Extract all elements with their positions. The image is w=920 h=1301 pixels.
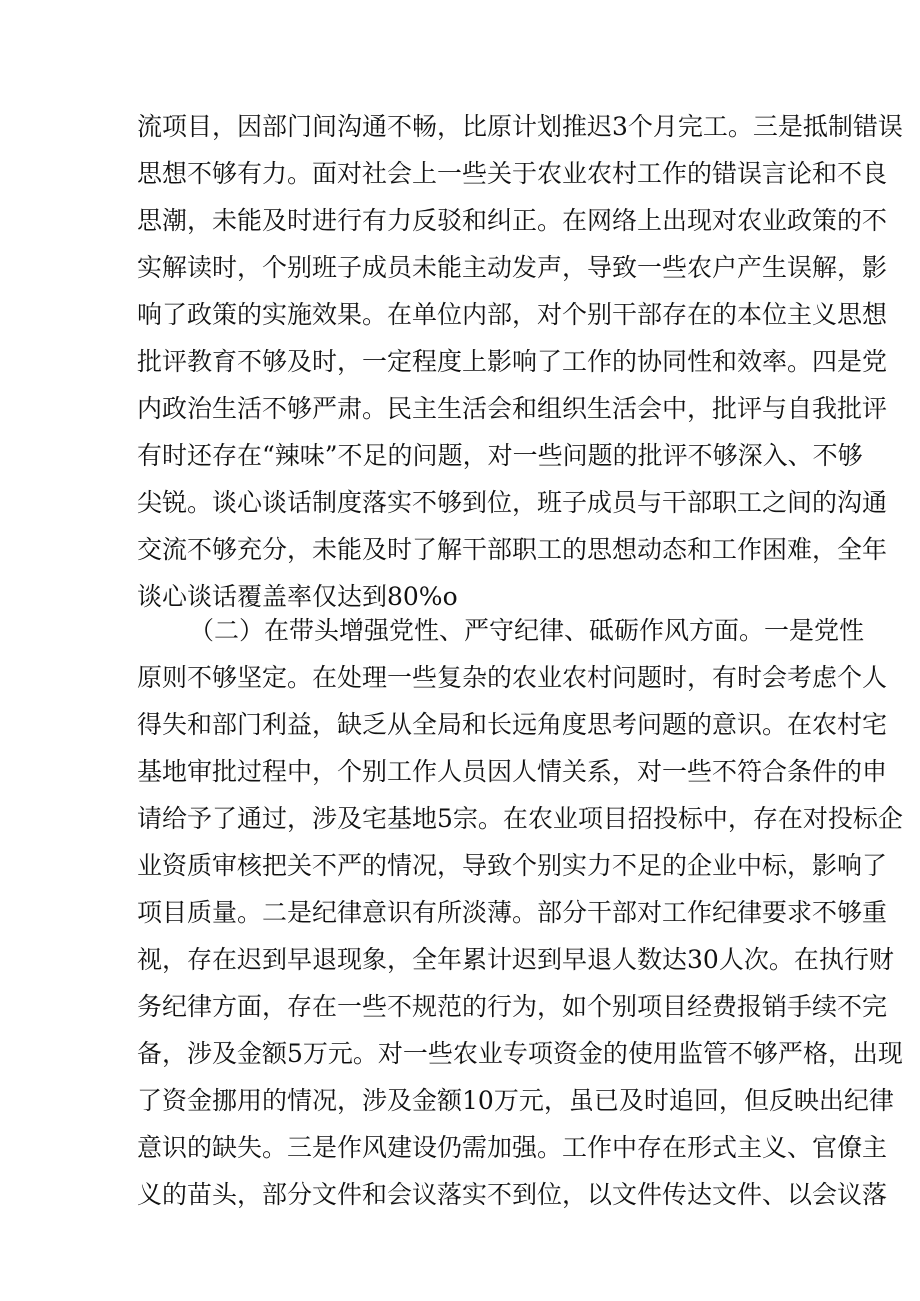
paragraph-line: 业资质审核把关不严的情况，导致个别实力不足的企业中标，影响了 <box>137 851 888 880</box>
paragraph-line: 请给予了通过，涉及宅基地5宗。在农业项目招投标中，存在对投标企 <box>137 804 903 833</box>
paragraph-line: 内政治生活不够严肃。民主生活会和组织生活会中，批评与自我批评 <box>137 394 888 423</box>
paragraph-line: 实解读时，个别班子成员未能主动发声，导致一些农户产生误解，影 <box>137 253 888 282</box>
paragraph-line: （二）在带头增强党性、严守纪律、砥砺作风方面。一是党性 <box>189 616 865 645</box>
paragraph-line: 交流不够充分，未能及时了解干部职工的思想动态和工作困难，全年 <box>137 535 888 564</box>
paragraph-line: 思想不够有力。面对社会上一些关于农业农村工作的错误言论和不良 <box>137 159 888 188</box>
paragraph-line: 尖锐。谈心谈话制度落实不够到位，班子成员与干部职工之间的沟通 <box>137 488 888 517</box>
paragraph-line: 务纪律方面，存在一些不规范的行为，如个别项目经费报销手续不完 <box>137 992 888 1021</box>
paragraph-line: 批评教育不够及时，一定程度上影响了工作的协同性和效率。四是党 <box>137 347 888 376</box>
paragraph-line: 意识的缺失。三是作风建设仍需加强。工作中存在形式主义、官僚主 <box>137 1133 888 1162</box>
paragraph-line: 原则不够坚定。在处理一些复杂的农业农村问题时，有时会考虑个人 <box>137 663 888 692</box>
paragraph-1 <box>137 103 903 620</box>
paragraph-line: 谈心谈话覆盖率仅达到80%o <box>137 582 458 611</box>
paragraph-line: 思潮，未能及时进行有力反驳和纠正。在网络上出现对农业政策的不 <box>137 206 888 235</box>
paragraph-line: 项目质量。二是纪律意识有所淡薄。部分干部对工作纪律要求不够重 <box>137 898 888 927</box>
paragraph-line: 响了政策的实施效果。在单位内部，对个别干部存在的本位主义思想 <box>137 300 888 329</box>
paragraph-line: 义的苗头，部分文件和会议落实不到位，以文件传达文件、以会议落 <box>137 1180 888 1209</box>
paragraph-2 <box>137 607 903 1218</box>
paragraph-line: 流项目，因部门间沟通不畅，比原计划推迟3个月完工。三是抵制错误 <box>137 112 903 141</box>
paragraph-line: 得失和部门利益，缺乏从全局和长远角度思考问题的意识。在农村宅 <box>137 710 888 739</box>
paragraph-line: 视，存在迟到早退现象，全年累计迟到早退人数达30人次。在执行财 <box>137 945 894 974</box>
paragraph-line: 备，涉及金额5万元。对一些农业专项资金的使用监管不够严格，出现 <box>137 1039 903 1068</box>
paragraph-line: 了资金挪用的情况，涉及金额10万元，虽已及时追回，但反映出纪律 <box>137 1086 894 1115</box>
paragraph-line: 基地审批过程中，个别工作人员因人情关系，对一些不符合条件的申 <box>137 757 888 786</box>
paragraph-line: 有时还存在“辣味”不足的问题，对一些问题的批评不够深入、不够 <box>137 441 863 470</box>
